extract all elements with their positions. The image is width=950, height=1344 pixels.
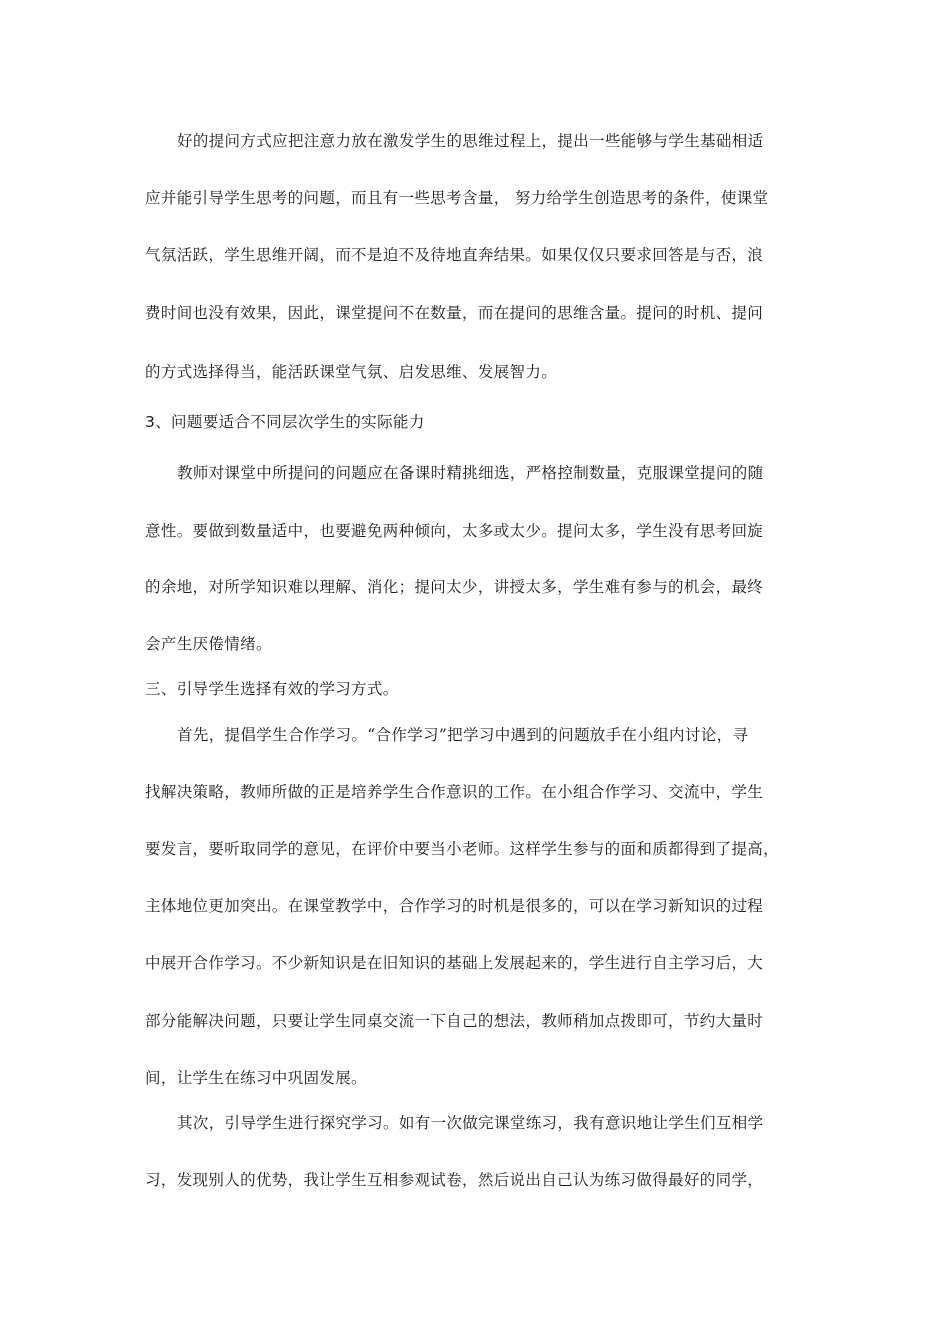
paragraph-1-line-3: 气氛活跃，学生思维开阔，而不是迫不及待地直奔结果。如果仅仅只要求回答是与否，浪 — [145, 246, 764, 264]
paragraph-1-line-1: 好的提问方式应把注意力放在激发学生的思维过程上，提出一些能够与学生基础相适 — [177, 132, 764, 150]
paragraph-2-line-3: 的余地，对所学知识难以理解、消化；提问太少，讲授太多，学生难有参与的机会，最终 — [145, 578, 764, 596]
paragraph-3-line-3: 要发言，要听取同学的意见，在评价中要当小老师。这样学生参与的面和质都得到了提高， — [145, 840, 780, 858]
paragraph-3-line-7: 间，让学生在练习中巩固发展。 — [145, 1069, 367, 1087]
paragraph-2-line-1: 教师对课堂中所提问的问题应在备课时精挑细选，严格控制数量，克服课堂提问的随 — [177, 464, 764, 482]
paragraph-3-line-5: 中展开合作学习。不少新知识是在旧知识的基础上发展起来的，学生进行自主学习后，大 — [145, 954, 764, 972]
paragraph-3-line-1: 首先，提倡学生合作学习。“合作学习”把学习中遇到的问题放手在小组内讨论，寻 — [177, 726, 749, 744]
paragraph-3-line-6: 部分能解决问题，只要让学生同桌交流一下自己的想法，教师稍加点拨即可，节约大量时 — [145, 1012, 764, 1030]
paragraph-1-line-4: 费时间也没有效果，因此，课堂提问不在数量，而在提问的思维含量。提问的时机、提问 — [145, 304, 764, 322]
paragraph-4-line-1: 其次，引导学生进行探究学习。如有一次做完课堂练习，我有意识地让学生们互相学 — [177, 1114, 764, 1132]
paragraph-2-line-2: 意性。要做到数量适中，也要避免两种倾向，太多或太少。提问太多，学生没有思考回旋 — [145, 522, 764, 540]
subheading-3: 3、问题要适合不同层次学生的实际能力 — [145, 413, 425, 431]
paragraph-1-line-2: 应并能引导学生思考的问题，而且有一些思考含量， 努力给学生创造思考的条件，使课堂 — [145, 189, 769, 207]
paragraph-3-line-4: 主体地位更加突出。在课堂教学中，合作学习的时机是很多的，可以在学习新知识的过程 — [145, 897, 764, 915]
paragraph-4-line-2: 习，发现别人的优势，我让学生互相参观试卷，然后说出自己认为练习做得最好的同学， — [145, 1171, 764, 1189]
section-heading-3: 三、引导学生选择有效的学习方式。 — [145, 680, 399, 698]
paragraph-3-line-2: 找解决策略，教师所做的正是培养学生合作意识的工作。在小组合作学习、交流中，学生 — [145, 783, 764, 801]
paragraph-1-line-5: 的方式选择得当，能活跃课堂气氛、启发思维、发展智力。 — [145, 363, 558, 381]
paragraph-2-line-4: 会产生厌倦情绪。 — [145, 635, 272, 653]
